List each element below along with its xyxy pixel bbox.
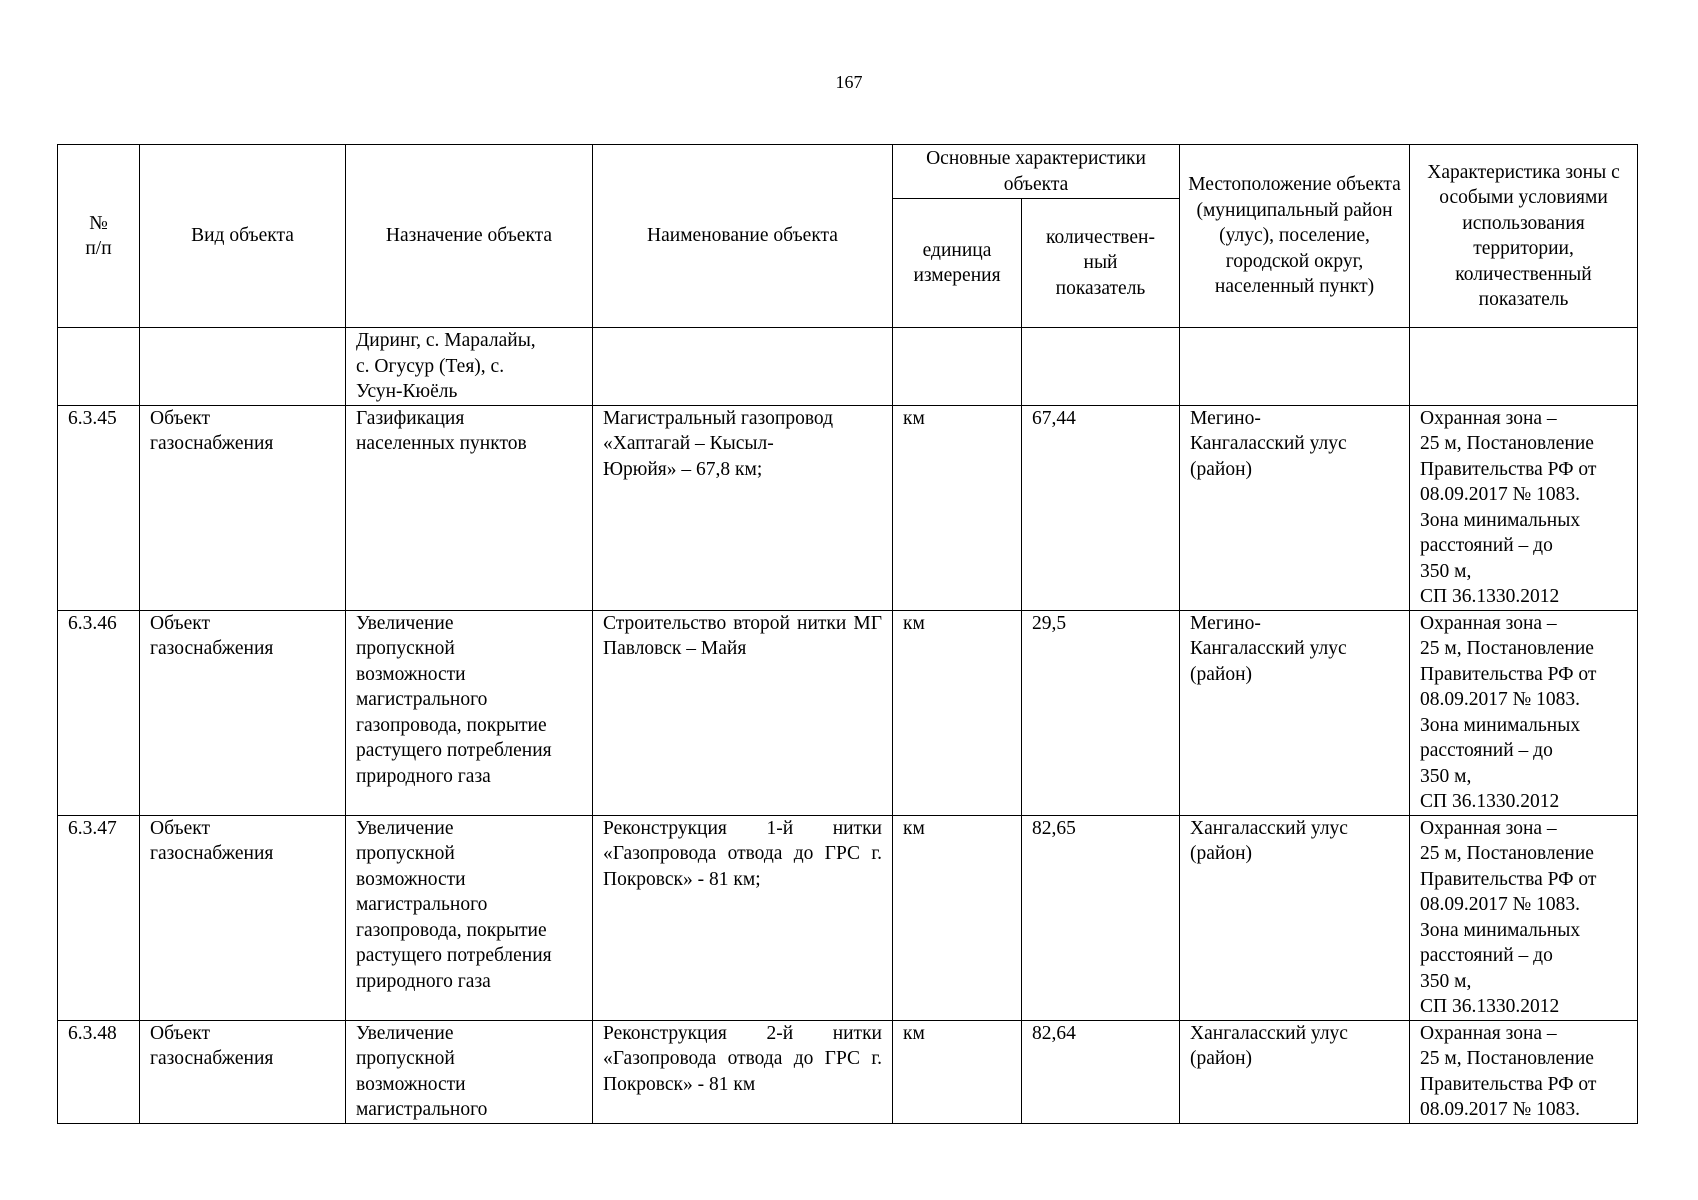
cell-zone: Охранная зона – 25 м, Постановление Правительства РФ от 08.09.2017 № 1083. Зона минимальных расстояний – до 350 м, СП 36.1330.2012 xyxy=(1410,815,1638,1020)
cell-num xyxy=(58,328,140,406)
cell-unit: км xyxy=(893,815,1022,1020)
table-row xyxy=(58,1020,1638,1123)
cell-num: 6.3.46 xyxy=(58,610,140,815)
cell-zone: Охранная зона – 25 м, Постановление Правительства РФ от 08.09.2017 № 1083. Зона минимальных расстояний – до 350 м, СП 36.1330.2012 xyxy=(1410,405,1638,610)
table-row xyxy=(58,610,1638,815)
objects-table xyxy=(57,144,1638,1124)
cell-type: Объект газоснабжения xyxy=(140,610,346,815)
cell-name: Реконструкция 1-й нитки «Газопровода отвода до ГРС г. Покровск» - 81 км; xyxy=(593,815,893,1020)
cell-num: 6.3.48 xyxy=(58,1020,140,1123)
table-row xyxy=(58,815,1638,1020)
cell-unit: км xyxy=(893,405,1022,610)
cell-type xyxy=(140,328,346,406)
cell-quantity: 82,64 xyxy=(1022,1020,1180,1123)
cell-zone: Охранная зона – 25 м, Постановление Правительства РФ от 08.09.2017 № 1083. Зона минимальных расстояний – до 350 м, СП 36.1330.2012 xyxy=(1410,610,1638,815)
cell-num: 6.3.45 xyxy=(58,405,140,610)
cell-unit: км xyxy=(893,610,1022,815)
cell-num: 6.3.47 xyxy=(58,815,140,1020)
cell-unit xyxy=(893,328,1022,406)
table-row xyxy=(58,405,1638,610)
cell-unit: км xyxy=(893,1020,1022,1123)
cell-location: Мегино- Кангаласский улус (район) xyxy=(1180,405,1410,610)
cell-quantity: 29,5 xyxy=(1022,610,1180,815)
cell-type: Объект газоснабжения xyxy=(140,815,346,1020)
cell-name: Реконструкция 2-й нитки «Газопровода отвода до ГРС г. Покровск» - 81 км xyxy=(593,1020,893,1123)
header-quantity: количествен- ный показатель xyxy=(1022,199,1180,328)
header-row-1 xyxy=(58,145,1638,199)
cell-location: Хангаласский улус (район) xyxy=(1180,815,1410,1020)
cell-name xyxy=(593,328,893,406)
cell-location: Хангаласский улус (район) xyxy=(1180,1020,1410,1123)
header-object-type: Вид объекта xyxy=(140,145,346,328)
cell-zone xyxy=(1410,328,1638,406)
cell-zone: Охранная зона – 25 м, Постановление Правительства РФ от 08.09.2017 № 1083. xyxy=(1410,1020,1638,1123)
cell-location: Мегино- Кангаласский улус (район) xyxy=(1180,610,1410,815)
cell-quantity: 67,44 xyxy=(1022,405,1180,610)
cell-purpose: Диринг, с. Маралайы, с. Огусур (Тея), с. Усун-Кюёль xyxy=(346,328,593,406)
cell-purpose: Увеличение пропускной возможности магистрального газопровода, покрытие растущего потребления природного газа xyxy=(346,815,593,1020)
cell-type: Объект газоснабжения xyxy=(140,1020,346,1123)
cell-quantity xyxy=(1022,328,1180,406)
cell-purpose: Газификация населенных пунктов xyxy=(346,405,593,610)
cell-purpose: Увеличение пропускной возможности магистрального xyxy=(346,1020,593,1123)
continuation-row xyxy=(58,328,1638,406)
page-number: 167 xyxy=(835,72,863,92)
header-object-purpose: Назначение объекта xyxy=(346,145,593,328)
cell-purpose: Увеличение пропускной возможности магистрального газопровода, покрытие растущего потребления природного газа xyxy=(346,610,593,815)
header-object-name: Наименование объекта xyxy=(593,145,893,328)
header-num: № п/п xyxy=(58,145,140,328)
cell-location xyxy=(1180,328,1410,406)
header-zone: Характеристика зоны с особыми условиями использования территории, количественный показатель xyxy=(1410,145,1638,328)
cell-name: Строительство второй нитки МГ Павловск – Майя xyxy=(593,610,893,815)
header-unit: единица измерения xyxy=(893,199,1022,328)
header-location: Местоположение объекта (муниципальный район (улус), поселение, городской округ, населенный пункт) xyxy=(1180,145,1410,328)
cell-type: Объект газоснабжения xyxy=(140,405,346,610)
cell-name: Магистральный газопровод «Хаптагай – Кысыл- Юрюйя» – 67,8 км; xyxy=(593,405,893,610)
header-main-characteristics: Основные характеристики объекта xyxy=(893,145,1180,199)
cell-quantity: 82,65 xyxy=(1022,815,1180,1020)
